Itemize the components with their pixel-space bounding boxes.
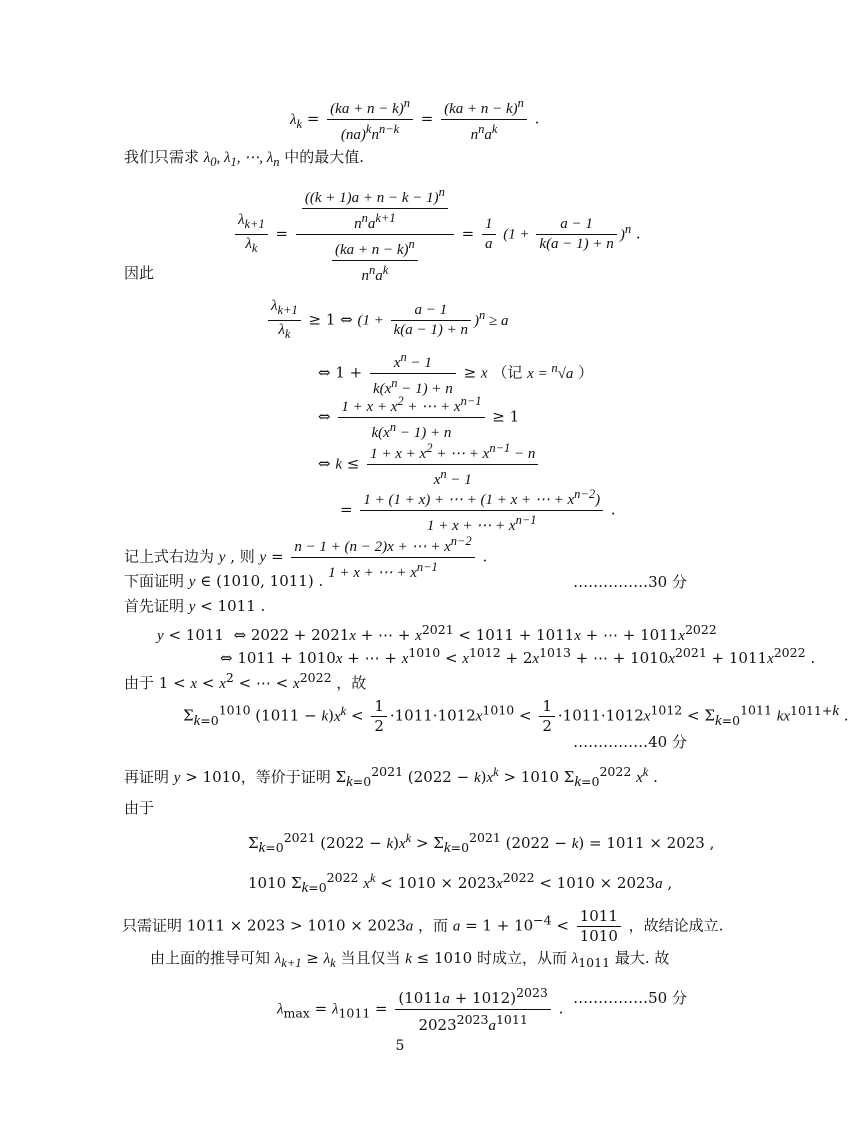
formula-equiv-1: $\frac{\lambda_{k+1}}{\lambda_k}$ ≥ 1 ⇔ (1 + $\frac{a - 1}{k(a - 1) + n}$ )$^n$ ≥ a xyxy=(265,297,509,344)
line-conclusion: 由上面的推导可知 $\lambda_{k+1} \ge \lambda_k$ 当且仅当 k ≤ 1010 时成立，从而 $\lambda_{1011}$ 最大. 故 xyxy=(150,949,670,970)
formula-ratio: $\frac{\lambda_{k+1}}{\lambda_k}$ = $\frac{\frac{((k + 1)a + n - k - 1)^n}{n^na^{k+1}}}{\frac{(ka + n - k)^n}{n^na^k}}$ = $\frac{1}{a}$ (1 + $\frac{a - 1}{k(a - 1) + n}$ )$^n$ . xyxy=(232,183,641,286)
score-30: ……………30 分 xyxy=(573,573,687,591)
formula-lambda-k: $\lambda_k$ = $\frac{(ka + n - k)^n}{(na)^kn^{n-k}}$ = $\frac{(ka + n - k)^n}{n^na^k}$ . xyxy=(290,96,540,143)
line-only-need-max: 我们只需求 $\lambda_0$, $\lambda_1$, ⋯, $\lambda_n$ 中的最大值. xyxy=(124,148,365,169)
line-since-1: 由于 $1 < x < x^2$ < ⋯ < $x^{2022}$ ，故 xyxy=(124,670,367,692)
line-prove-upper: 首先证明 y < 1011 . xyxy=(124,597,266,615)
formula-equiv-3: ⇔ $\frac{1 + x + x^2 + \cdots + x^{n-1}}{k(x^n - 1) + n}$ ≥ 1 xyxy=(318,394,520,441)
line-therefore: 因此 xyxy=(124,264,155,282)
formula-equiv-2: ⇔ 1 + $\frac{x^n - 1}{k(x^n - 1) + n}$ ≥ x （记 x = $^n$√a ） xyxy=(318,350,594,397)
line-define-y: 记上式右边为 y , 则 y = $\frac{n - 1 + (n - 2)x + \cdots + x^{n-2}}{1 + x + \cdots + x^{n-1}}$ . xyxy=(124,534,488,581)
line-prove-lower: 再证明 y > 1010，等价于证明 $\Sigma_{k=0}^{2021}$ $(2022 - k)x^k > 1010$ $\Sigma_{k=0}^{2022}$ $x^k$ . xyxy=(124,764,658,790)
formula-upper-1: y < 1011 ⇔ 2022 + 2021x + ⋯ + $x^{2021} < 1011 + 1011x$ + ⋯ + $1011x^{2022}$ xyxy=(157,622,717,644)
formula-equiv-5: = $\frac{1 + (1 + x) + \cdots + (1 + x + \cdots + x^{n-2})}{1 + x + \cdots + x^{n-1}}$ . xyxy=(340,487,616,534)
formula-lower-1: $\Sigma_{k=0}^{2021}$ $(2022 - k)x^k > \Sigma_{k=0}^{2021}$ (2022 − k) = 1011 × 2023 , xyxy=(248,830,715,856)
score-40: ……………40 分 xyxy=(573,733,687,751)
formula-lambda-max: $\lambda_{max} = \lambda_{1011}$ = $\frac{(1011a + 1012)^{2023}}{2023^{2023}a^{1011}}$ . xyxy=(277,985,564,1034)
line-prove-y-range: 下面证明 y ∈ (1010, 1011) . xyxy=(124,572,324,590)
formula-upper-2: ⇔ 1011 + 1010x + ⋯ + $x^{1010} < x^{1012} + 2x^{1013}$ + ⋯ + $1010x^{2021} + 1011x^{2022}$ . xyxy=(220,645,816,667)
formula-lower-2: 1010 $\Sigma_{k=0}^{2022}$ $x^k < 1010 \times 2023x^{2022} < 1010 \times 2023a$ , xyxy=(248,870,673,896)
formula-sum-inequality: $\Sigma_{k=0}^{1010}$ $(1011 - k)x^k$ < $\frac{1}{2}$ $\cdot 1011\cdot 1012x^{1010}$ < $\frac{1}{2}$ $\cdot 1011\cdot 1012x^{1012} < \Sigma_{k=0}^{1011}$ $kx^{1011+k}$ . xyxy=(183,697,849,735)
score-50: ……………50 分 xyxy=(573,989,687,1007)
line-since-2: 由于 xyxy=(124,799,155,817)
formula-equiv-4: ⇔ k ≤ $\frac{1 + x + x^2 + \cdots + x^{n-1} - n}{x^n - 1}$ xyxy=(318,439,541,490)
page-number: 5 xyxy=(395,1038,405,1054)
line-only-need: 只需证明 1011 × 2023 > 1010 × 2023a ，而 $a = 1 + 10^{-4}$ < $\frac{1011}{1010}$ ，故结论成立. xyxy=(122,907,724,945)
